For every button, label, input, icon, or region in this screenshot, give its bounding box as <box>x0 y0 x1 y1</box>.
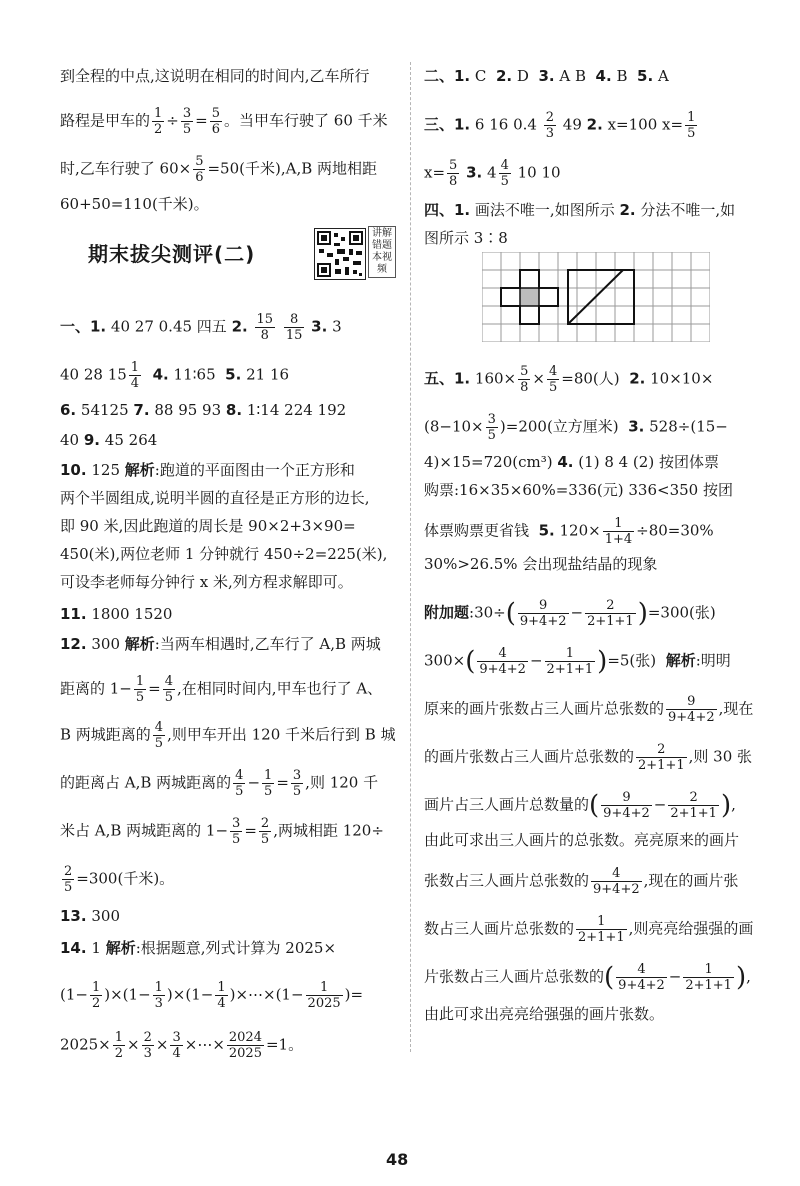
fraction: $\frac{4}{9+4+2}$ <box>618 962 665 993</box>
answer-line: 三、1. 6 16 0.4 $\frac{2}{3}$ 49 2. x=100 x= $\frac{1}{5}$ <box>424 110 696 141</box>
text-line: 60+50=110(千米)。 <box>60 195 209 213</box>
answer-line: 4)×15=720(cm³) 4. (1) 8 4 (2) 按团体票 <box>424 453 719 471</box>
fraction: $\frac{8}{15}$ <box>285 312 303 343</box>
text-line: 距离的 1− $\frac{1}{5}$ = $\frac{4}{5}$ ,在相同时间内,甲车也行了 A、 <box>60 674 383 705</box>
fraction: $\frac{4}{5}$ <box>548 364 558 395</box>
fraction: $\frac{3}{4}$ <box>172 1030 181 1061</box>
answer-line: 11. 1800 1520 <box>60 605 173 623</box>
column-divider <box>410 62 411 1052</box>
fraction: $\frac{4}{9+4+2}$ <box>593 866 640 897</box>
fraction: $\frac{1}{2+1+1}$ <box>546 646 594 677</box>
fraction: $\frac{1}{5}$ <box>135 674 145 705</box>
answer-line: 10. 125 解析:跑道的平面图由一个正方形和 <box>60 461 355 479</box>
fraction: $\frac{3}{5}$ <box>292 768 302 799</box>
text-line: B 两城距离的 $\frac{4}{5}$ ,则甲车开出 120 千米后行到 B 城 <box>60 720 396 751</box>
fraction: $\frac{2}{5}$ <box>260 816 270 847</box>
fraction: $\frac{1}{3}$ <box>154 980 163 1011</box>
fraction: $\frac{5}{8}$ <box>520 364 529 395</box>
page-number: 48 <box>386 1150 409 1169</box>
qr-code-label: 讲解错题本视频 <box>368 226 396 278</box>
text-line: 米占 A,B 两城距离的 1− $\frac{3}{5}$ = $\frac{2}{5}$ ,两城相距 120÷ <box>60 816 384 847</box>
fraction: $\frac{5}{6}$ <box>211 106 221 137</box>
text-line: 由此可求出亮亮给强强的画片张数。 <box>424 1005 665 1023</box>
fraction: $\frac{1}{2+1+1}$ <box>685 962 732 993</box>
text-line: 30%>26.5% 会出现盐结晶的现象 <box>424 555 658 573</box>
fraction: $\frac{1}{2}$ <box>91 980 101 1011</box>
text-line: $\frac{2}{5}$ =300(千米)。 <box>64 864 175 895</box>
answer-line: 6. 54125 7. 88 95 93 8. 1∶14 224 192 <box>60 401 347 419</box>
fraction: $\frac{1}{4}$ <box>217 980 226 1011</box>
answer-line: 13. 300 <box>60 907 120 925</box>
answer-line: 附加题:30÷( $\frac{9}{9+4+2}$ − $\frac{2}{2+1+1}$ )=300(张) <box>424 598 716 629</box>
fraction: $\frac{9}{9+4+2}$ <box>519 598 567 629</box>
fraction: $\frac{2}{2+1+1}$ <box>670 790 717 821</box>
text-line: 画片占三人画片总数量的( $\frac{9}{9+4+2}$ − $\frac{2}{2+1+1}$ ), <box>424 790 736 821</box>
answer-line: 40 28 15 $\frac{1}{4}$ 4. 11∶65 5. 21 16 <box>60 360 290 391</box>
fraction: $\frac{1}{2}$ <box>154 106 163 137</box>
fraction: $\frac{2024}{2025}$ <box>228 1030 262 1061</box>
answer-line: 五、1. 160× $\frac{5}{8}$ × $\frac{4}{5}$ =80(人) 2. 10×10× <box>424 364 714 395</box>
text-line: 片张数占三人画片总张数的( $\frac{4}{9+4+2}$ − $\frac{1}{2+1+1}$ ), <box>424 962 751 993</box>
fraction: $\frac{2}{3}$ <box>545 110 555 141</box>
fraction: $\frac{3}{5}$ <box>232 816 241 847</box>
fraction: $\frac{3}{5}$ <box>487 412 496 443</box>
answer-line: x= $\frac{5}{8}$ 3. 4 $\frac{4}{5}$ 10 10 <box>424 158 561 189</box>
fraction: $\frac{4}{5}$ <box>164 674 174 705</box>
text-line: 路程是甲车的 $\frac{1}{2}$ ÷ $\frac{3}{5}$ = $\frac{5}{6}$ 。当甲车行驶了 60 千米 <box>60 106 388 137</box>
fraction: $\frac{9}{9+4+2}$ <box>603 790 650 821</box>
fraction: $\frac{5}{6}$ <box>195 154 204 185</box>
text-line: 由此可求出三人画片的总张数。亮亮原来的画片 <box>424 831 740 849</box>
answer-line: 300×( $\frac{4}{9+4+2}$ − $\frac{1}{2+1+1}$ )=5(张) 解析:明明 <box>424 646 731 677</box>
fraction: $\frac{4}{5}$ <box>500 158 509 189</box>
text-line: 即 90 米,因此跑道的周长是 90×2+3×90= <box>60 517 356 535</box>
text-line: 的画片张数占三人画片总张数的 $\frac{2}{2+1+1}$ ,则 30 张 <box>424 742 753 773</box>
text-line: 时,乙车行驶了 60× $\frac{5}{6}$ =50(千米),A,B 两地相距 <box>60 154 378 185</box>
answer-line: (8−10× $\frac{3}{5}$ )=200(立方厘米) 3. 528÷(15− <box>424 412 728 443</box>
text-line: 原来的画片张数占三人画片总张数的 $\frac{9}{9+4+2}$ ,现在 <box>424 694 754 725</box>
fraction: $\frac{5}{8}$ <box>449 158 458 189</box>
answer-line: 14. 1 解析:根据题意,列式计算为 2025× <box>60 939 337 957</box>
text-line: 数占三人画片总张数的 $\frac{1}{2+1+1}$ ,则亮亮给强强的画 <box>424 914 754 945</box>
fraction: $\frac{1}{2025}$ <box>307 980 341 1011</box>
text-line: 到全程的中点,这说明在相同的时间内,乙车所行 <box>60 67 370 85</box>
fraction: $\frac{4}{5}$ <box>154 720 164 751</box>
text-line: 购票:16×35×60%=336(元) 336<350 按团 <box>424 481 733 499</box>
fraction: $\frac{2}{3}$ <box>143 1030 152 1061</box>
text-line: (1− $\frac{1}{2}$ )×(1− $\frac{1}{3}$ )×(1− $\frac{1}{4}$ )×⋯×(1− $\frac{1}{2025}$ )= <box>60 980 364 1011</box>
fraction: $\frac{4}{9+4+2}$ <box>479 646 526 677</box>
fraction: $\frac{1}{2+1+1}$ <box>578 914 625 945</box>
fraction: $\frac{1}{5}$ <box>687 110 696 141</box>
fraction: $\frac{1}{2}$ <box>114 1030 124 1061</box>
text-line: 张数占三人画片总张数的 $\frac{4}{9+4+2}$ ,现在的画片张 <box>424 866 739 897</box>
fraction: $\frac{4}{5}$ <box>235 768 244 799</box>
text-line: 450(米),两位老师 1 分钟就行 450÷2=225(米), <box>60 545 388 563</box>
qr-code-icon <box>314 228 366 280</box>
answer-line: 体票购票更省钱 5. 120× $\frac{1}{1+4}$ ÷80=30% <box>424 516 714 547</box>
rectangle-with-diagonal-figure <box>568 270 634 324</box>
text-line: 两个半圆组成,说明半圆的直径是正方形的边长, <box>60 489 370 507</box>
fraction: $\frac{15}{8}$ <box>256 312 274 343</box>
answer-line: 12. 300 解析:当两车相遇时,乙车行了 A,B 两城 <box>60 635 381 653</box>
answer-line: 四、1. 画法不唯一,如图所示 2. 分法不唯一,如 <box>424 201 736 219</box>
text-line: 图所示 3∶8 <box>424 229 508 247</box>
fraction: $\frac{2}{5}$ <box>64 864 73 895</box>
text-line: 2025× $\frac{1}{2}$ × $\frac{2}{3}$ × $\frac{3}{4}$ ×⋯× $\frac{2024}{2025}$ =1。 <box>60 1030 304 1061</box>
answer-line: 一、1. 40 27 0.45 四五 2. $\frac{15}{8}$ $\frac{8}{15}$ 3. 3 <box>60 312 342 343</box>
fraction: $\frac{3}{5}$ <box>182 106 192 137</box>
plus-shape-figure <box>501 270 558 324</box>
text-line: 可设李老师每分钟行 x 米,列方程求解即可。 <box>60 573 353 591</box>
fraction: $\frac{1}{1+4}$ <box>604 516 633 547</box>
fraction: $\frac{2}{2+1+1}$ <box>587 598 634 629</box>
answer-line: 40 9. 45 264 <box>60 431 158 449</box>
grid-figure <box>482 252 710 346</box>
answer-line: 二、1. C 2. D 3. A B 4. B 5. A <box>424 67 669 85</box>
fraction: $\frac{2}{2+1+1}$ <box>638 742 685 773</box>
section-title: 期末拔尖测评(二) <box>88 242 256 266</box>
text-line: 的距离占 A,B 两城距离的 $\frac{4}{5}$ − $\frac{1}{5}$ = $\frac{3}{5}$ ,则 120 千 <box>60 768 379 799</box>
fraction: $\frac{1}{4}$ <box>130 360 140 391</box>
fraction: $\frac{1}{5}$ <box>264 768 273 799</box>
fraction: $\frac{9}{9+4+2}$ <box>668 694 715 725</box>
